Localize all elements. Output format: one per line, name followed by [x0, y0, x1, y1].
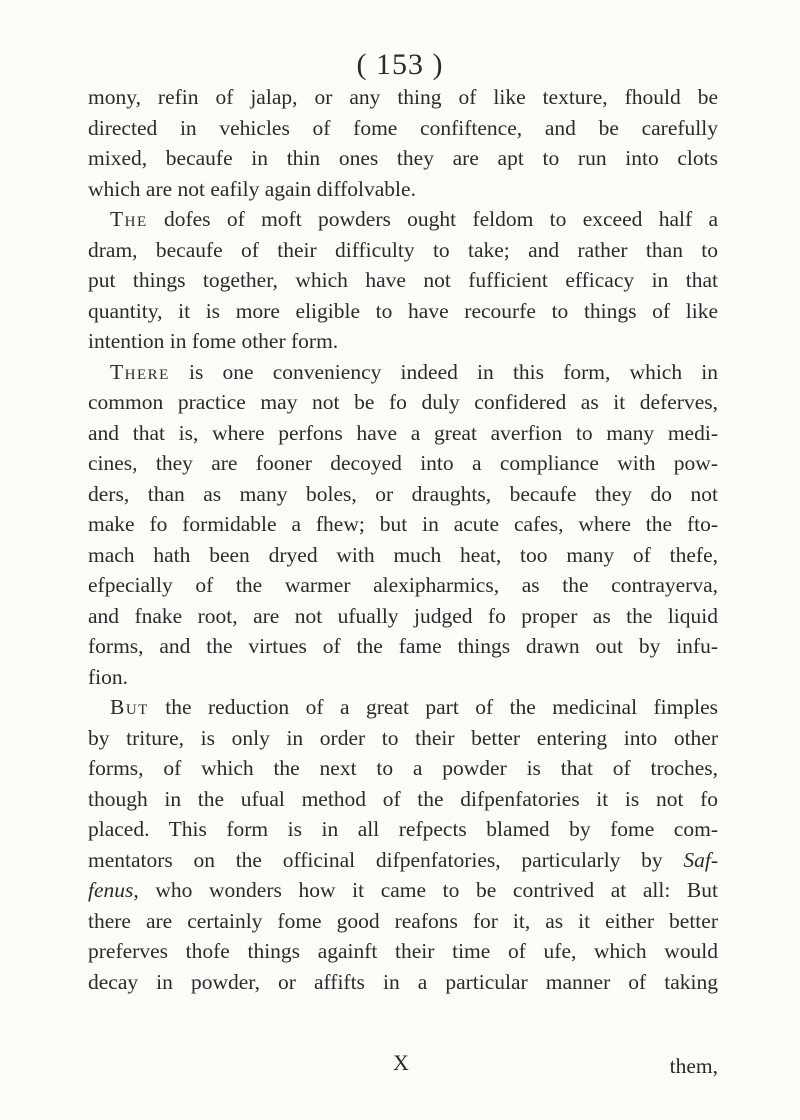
line-text: dram, becaufe of their difficulty to take; and rather than to: [88, 237, 718, 262]
text-line: [88, 479, 718, 510]
line-text: forms, of which the next to a powder is that of troches,: [88, 756, 718, 780]
line-text: efpecially of the warmer alexipharmics, as the contrayerva,: [88, 573, 718, 597]
text-line: [88, 753, 718, 784]
paragraph-lead-word: But: [110, 695, 149, 719]
text-line: [88, 601, 718, 632]
body-text: [88, 82, 718, 997]
text-line: [88, 814, 718, 845]
line-text: dofes of moft powders ought feldom to exceed half a: [147, 207, 718, 231]
line-text: forms, and the virtues of the fame things drawn out by infu-: [88, 634, 718, 658]
text-line: [88, 357, 718, 388]
text-line: [88, 784, 718, 815]
text-line: [88, 570, 718, 601]
italic-name: Saf-: [683, 847, 718, 872]
line-text: mach hath been dryed with much heat, too many of thefe,: [88, 542, 718, 567]
text-line: [88, 235, 718, 266]
text-line: [88, 204, 718, 235]
text-line: [88, 143, 718, 174]
paragraph-lead-word: There: [110, 359, 170, 384]
text-line: [88, 845, 718, 876]
catchword: them,: [669, 1054, 718, 1078]
line-text: is one conveniency indeed in this form, which in: [169, 359, 718, 384]
text-line: [88, 82, 718, 113]
line-text: directed in vehicles of fome confiftence, and be carefully: [88, 115, 718, 140]
line-text: , who wonders how it came to be contrived at all: But: [133, 878, 718, 902]
text-line: [88, 509, 718, 540]
page-footer: [88, 1050, 718, 1080]
line-text: ders, than as many boles, or draughts, becaufe they do not: [88, 481, 718, 506]
italic-name: fenus: [88, 878, 134, 902]
line-text: the reduction of a great part of the medicinal fimples: [148, 695, 718, 719]
line-text: mixed, becaufe in thin ones they are apt to run into clots: [88, 146, 718, 170]
text-line: [88, 326, 718, 357]
line-text: there are certainly fome good reafons for it, as it either better: [88, 908, 718, 933]
text-line: [88, 174, 718, 205]
text-line: [88, 265, 718, 296]
text-line: [88, 448, 718, 479]
line-text: preferves thofe things againft their time of ufe, which would: [88, 939, 718, 963]
line-text: mentators on the officinal difpenfatories, particularly by: [88, 847, 684, 872]
line-text: make fo formidable a fhew; but in acute cafes, where the fto-: [88, 512, 718, 536]
text-line: [88, 387, 718, 418]
line-text: cines, they are fooner decoyed into a compliance with pow-: [88, 451, 718, 475]
text-line: [88, 296, 718, 327]
text-line: [88, 113, 718, 144]
text-line: [88, 906, 718, 937]
text-line: [88, 723, 718, 754]
line-text: common practice may not be fo duly confidered as it deferves,: [88, 390, 718, 414]
text-line: [88, 540, 718, 571]
text-line: [88, 662, 718, 693]
line-text: by triture, is only in order to their better entering into other: [88, 725, 718, 750]
text-line: [88, 967, 718, 998]
line-text: mony, refin of jalap, or any thing of like texture, fhould be: [88, 85, 718, 109]
line-text: and that is, where perfons have a great averfion to many medi-: [88, 420, 718, 445]
text-line: [88, 692, 718, 723]
line-text: which are not eafily again diffolvable.: [88, 176, 416, 201]
line-text: though in the ufual method of the difpenfatories it is not fo: [88, 786, 718, 811]
line-text: intention in fome other form.: [88, 329, 339, 353]
paragraph-lead-word: The: [110, 207, 148, 231]
page-number: ( 153 ): [356, 48, 444, 81]
text-line: [88, 631, 718, 662]
text-line: [88, 936, 718, 967]
line-text: decay in powder, or affifts in a particular manner of taking: [88, 969, 718, 994]
line-text: quantity, it is more eligible to have recourfe to things of like: [88, 298, 718, 323]
signature-mark: X: [393, 1050, 409, 1075]
line-text: placed. This form is in all refpects blamed by fome com-: [88, 817, 718, 841]
text-line: [88, 875, 718, 906]
text-line: [88, 418, 718, 449]
line-text: fion.: [88, 664, 129, 689]
line-text: put things together, which have not fufficient efficacy in that: [88, 268, 718, 292]
line-text: and fnake root, are not ufually judged fo proper as the liquid: [88, 603, 718, 628]
